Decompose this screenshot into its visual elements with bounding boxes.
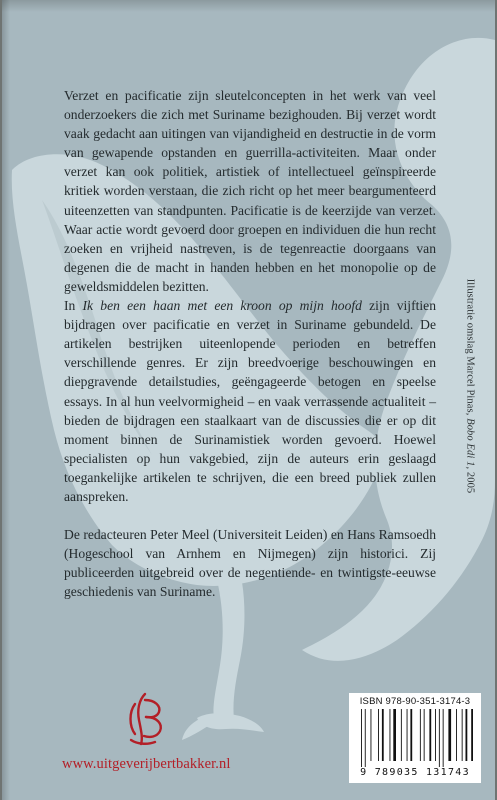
credit-prefix: Illustratie omslag Marcel Pinas, bbox=[464, 278, 476, 419]
book-title-italic: Ik ben een haan met een kroon op mijn hoofd bbox=[82, 298, 362, 314]
credit-suffix: , 2005 bbox=[464, 466, 476, 494]
barcode-bar bbox=[410, 709, 412, 761]
blurb-paragraph-contents-rest: zijn vijftien bijdragen over pacificatie en verzet in Suriname gebundeld. De artikelen bestrijken uiteenlopende perioden en betreffen verschillende genres. Er zijn breedvoerige beschouwingen en diepgravende detailstudies, geëngageerde betogen en speelse essays. In al hun veelvormigheid – en vaak verrassende actualiteit – bieden de bijdragen een staalkaart van de discussies die er op dit moment binnen de Surinamistiek worden gevoerd. Hoewel specialisten op hun vakgebied, zijn de auteurs erin geslaagd toegankelijke artikelen te schrijven, die een breed publiek zullen aanspreken. bbox=[64, 298, 436, 504]
barcode-bar bbox=[466, 709, 468, 761]
blurb bbox=[64, 86, 436, 601]
publisher-logo-icon bbox=[121, 690, 171, 748]
blurb-paragraph-intro: Verzet en pacificatie zijn sleutelconcepten in het werk van veel onderzoekers die zich met Suriname bezighouden. Bij verzet wordt vaak gedacht aan uitingen van vijandigheid en destructie in de vorm van gewapende opstanden en guerrilla-activiteiten. Maar onder verzet kan ook politiek, artistiek of intellectueel geïnspireerde kritiek worden verstaan, die zich richt op het meer beargumenteerd uiteenzetten van standpunten. Pacificatie is de keerzijde van verzet. Waar actie wordt gevoerd door groepen en individuen die hun recht zoeken en vrijheid nastreven, is de tegenreactie doorgaans van degenen die de macht in handen hebben en het monopolie op de geweldsmiddelen bezitten. bbox=[64, 88, 436, 294]
barcode-bar bbox=[365, 709, 366, 767]
barcode-bar bbox=[462, 709, 463, 761]
barcode-bar bbox=[448, 709, 451, 761]
barcode-bar bbox=[382, 709, 384, 761]
isbn-label: ISBN 978-90-351-3174-3 bbox=[359, 696, 471, 707]
publisher-website-link[interactable]: www.uitgeverijbertbakker.nl bbox=[62, 756, 231, 772]
barcode-bar bbox=[401, 709, 402, 761]
spine-shadow bbox=[2, 0, 10, 800]
barcode-bar bbox=[439, 709, 440, 767]
barcode-bar bbox=[371, 709, 372, 761]
blurb-paragraph-editors: De redacteuren Peter Meel (Universiteit Leiden) en Hans Ramsoedh (Hogeschool van Arnhem en Nijmegen) zijn historici. Zij publiceerden uitgebreid over de negentiende- en twintigste-eeuwse geschiedenis van Suriname. bbox=[64, 527, 436, 600]
blurb-paragraph-contents-prefix: In bbox=[64, 298, 83, 314]
book-back-cover bbox=[2, 0, 495, 800]
barcode-bar bbox=[407, 709, 408, 761]
barcode-bar bbox=[456, 709, 457, 761]
barcode-bar bbox=[435, 709, 436, 761]
blurb-paragraph-contents bbox=[64, 296, 436, 506]
barcode-bar bbox=[378, 709, 379, 761]
barcode-bar bbox=[429, 709, 431, 761]
barcode-bar bbox=[471, 709, 473, 761]
barcode-bar bbox=[361, 709, 362, 767]
barcode-bar bbox=[443, 709, 444, 767]
barcode-bar bbox=[393, 709, 396, 761]
barcode-bar bbox=[420, 709, 421, 761]
credit-work-title: Bobo Edi 1 bbox=[464, 418, 476, 467]
illustration-credit bbox=[465, 279, 476, 494]
barcode-bar bbox=[424, 709, 425, 761]
barcode-icon bbox=[359, 709, 473, 767]
barcode-bar bbox=[390, 709, 391, 761]
barcode-digits: 9 789035 131743 bbox=[360, 767, 470, 778]
barcode-box bbox=[349, 693, 481, 783]
